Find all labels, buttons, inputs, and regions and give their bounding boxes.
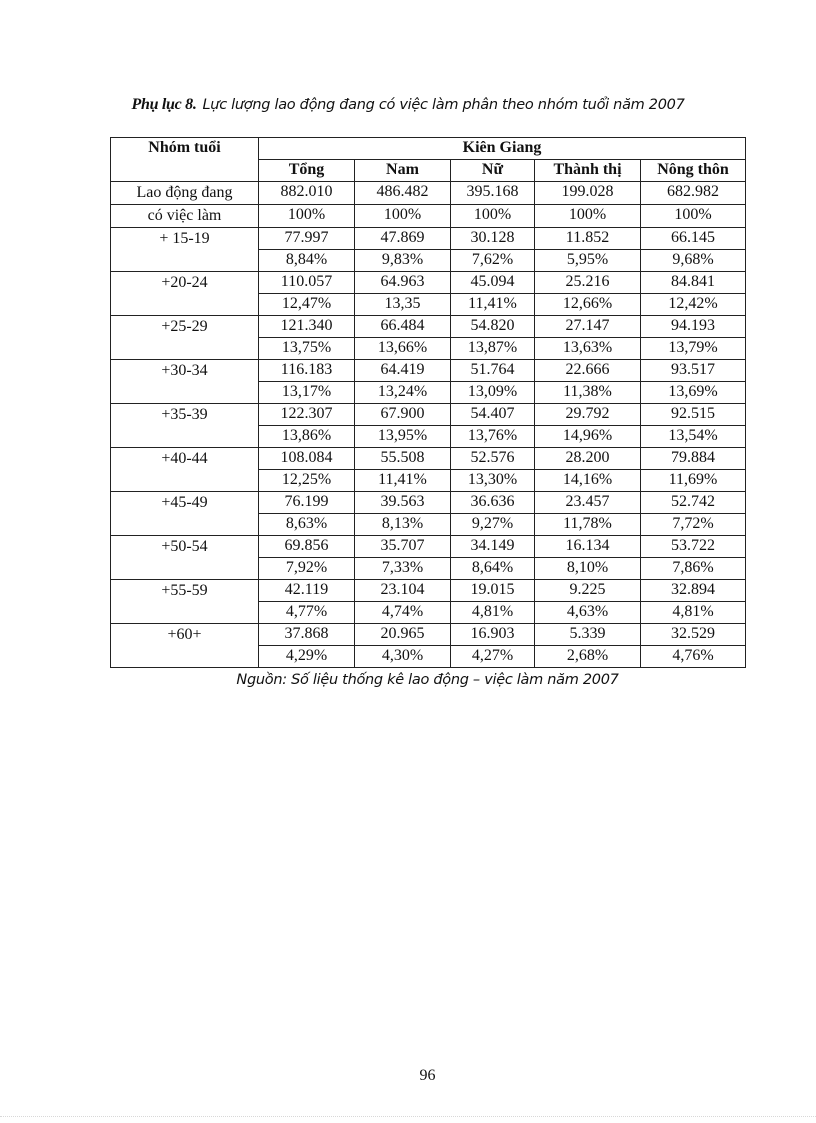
- header-col-male: Nam: [355, 160, 451, 182]
- percent-cell: 13,66%: [355, 338, 451, 360]
- table-row: [111, 448, 746, 470]
- percent-cell: 13,86%: [259, 426, 355, 448]
- count-cell: 67.900: [355, 404, 451, 426]
- percent-cell: 7,72%: [641, 514, 746, 536]
- percent-cell: 11,41%: [355, 470, 451, 492]
- count-cell: 9.225: [535, 580, 641, 602]
- count-cell: 11.852: [535, 228, 641, 250]
- group-label: có việc làm: [111, 205, 259, 228]
- percent-cell: 100%: [355, 205, 451, 228]
- percent-cell: 7,92%: [259, 558, 355, 580]
- percent-cell: 4,27%: [451, 646, 535, 668]
- header-col-rural: Nông thôn: [641, 160, 746, 182]
- count-cell: 486.482: [355, 182, 451, 205]
- count-cell: 882.010: [259, 182, 355, 205]
- percent-cell: 13,30%: [451, 470, 535, 492]
- count-cell: 28.200: [535, 448, 641, 470]
- count-cell: 45.094: [451, 272, 535, 294]
- count-cell: 16.903: [451, 624, 535, 646]
- count-cell: 32.894: [641, 580, 746, 602]
- count-cell: 93.517: [641, 360, 746, 382]
- header-group-col: Nhóm tuổi: [111, 138, 259, 182]
- percent-cell: 13,24%: [355, 382, 451, 404]
- percent-cell: 7,33%: [355, 558, 451, 580]
- count-cell: 52.742: [641, 492, 746, 514]
- count-cell: 110.057: [259, 272, 355, 294]
- group-label: +30-34: [111, 360, 259, 404]
- percent-cell: 100%: [259, 205, 355, 228]
- count-cell: 27.147: [535, 316, 641, 338]
- percent-cell: 4,81%: [641, 602, 746, 624]
- percent-cell: 4,77%: [259, 602, 355, 624]
- count-cell: 42.119: [259, 580, 355, 602]
- percent-cell: 8,13%: [355, 514, 451, 536]
- percent-cell: 8,63%: [259, 514, 355, 536]
- count-cell: 25.216: [535, 272, 641, 294]
- count-cell: 54.820: [451, 316, 535, 338]
- count-cell: 36.636: [451, 492, 535, 514]
- percent-cell: 11,41%: [451, 294, 535, 316]
- percent-cell: 4,63%: [535, 602, 641, 624]
- percent-cell: 4,74%: [355, 602, 451, 624]
- percent-cell: 7,62%: [451, 250, 535, 272]
- table-body: [111, 182, 746, 668]
- group-label: +60+: [111, 624, 259, 668]
- percent-cell: 100%: [641, 205, 746, 228]
- count-cell: 47.869: [355, 228, 451, 250]
- percent-cell: 13,69%: [641, 382, 746, 404]
- header-col-urban: Thành thị: [535, 160, 641, 182]
- page-number: 96: [419, 1067, 436, 1084]
- table-header: [111, 138, 746, 182]
- count-cell: 34.149: [451, 536, 535, 558]
- group-label: +35-39: [111, 404, 259, 448]
- percent-cell: 14,96%: [535, 426, 641, 448]
- percent-cell: 8,10%: [535, 558, 641, 580]
- group-label: +55-59: [111, 580, 259, 624]
- count-cell: 64.419: [355, 360, 451, 382]
- count-cell: 77.997: [259, 228, 355, 250]
- table-row: [111, 492, 746, 514]
- count-cell: 69.856: [259, 536, 355, 558]
- percent-cell: 13,76%: [451, 426, 535, 448]
- percent-cell: 9,83%: [355, 250, 451, 272]
- group-label: +20-24: [111, 272, 259, 316]
- header-region: Kiên Giang: [259, 138, 746, 160]
- count-cell: 16.134: [535, 536, 641, 558]
- group-label: +50-54: [111, 536, 259, 580]
- percent-cell: 9,68%: [641, 250, 746, 272]
- table-row: [111, 316, 746, 338]
- percent-cell: 13,17%: [259, 382, 355, 404]
- count-cell: 20.965: [355, 624, 451, 646]
- percent-cell: 13,95%: [355, 426, 451, 448]
- count-cell: 5.339: [535, 624, 641, 646]
- percent-cell: 7,86%: [641, 558, 746, 580]
- percent-cell: 13,75%: [259, 338, 355, 360]
- header-col-total: Tổng: [259, 160, 355, 182]
- count-cell: 30.128: [451, 228, 535, 250]
- percent-cell: 11,78%: [535, 514, 641, 536]
- percent-cell: 11,38%: [535, 382, 641, 404]
- percent-cell: 13,87%: [451, 338, 535, 360]
- percent-cell: 12,47%: [259, 294, 355, 316]
- count-cell: 54.407: [451, 404, 535, 426]
- count-cell: 84.841: [641, 272, 746, 294]
- count-cell: 108.084: [259, 448, 355, 470]
- count-cell: 22.666: [535, 360, 641, 382]
- count-cell: 199.028: [535, 182, 641, 205]
- table-row: [111, 624, 746, 646]
- source-note: Nguồn: Số liệu thống kê lao động – việc làm năm 2007: [236, 672, 619, 688]
- count-cell: 94.193: [641, 316, 746, 338]
- count-cell: 32.529: [641, 624, 746, 646]
- percent-cell: 4,76%: [641, 646, 746, 668]
- table-row: [111, 360, 746, 382]
- percent-cell: 8,84%: [259, 250, 355, 272]
- count-cell: 682.982: [641, 182, 746, 205]
- table-row: [111, 228, 746, 250]
- count-cell: 116.183: [259, 360, 355, 382]
- count-cell: 79.884: [641, 448, 746, 470]
- count-cell: 37.868: [259, 624, 355, 646]
- percent-cell: 11,69%: [641, 470, 746, 492]
- group-label: + 15-19: [111, 228, 259, 272]
- group-label: +40-44: [111, 448, 259, 492]
- percent-cell: 4,30%: [355, 646, 451, 668]
- percent-cell: 13,63%: [535, 338, 641, 360]
- percent-cell: 13,79%: [641, 338, 746, 360]
- table-row: [111, 536, 746, 558]
- group-label: +25-29: [111, 316, 259, 360]
- percent-cell: 100%: [451, 205, 535, 228]
- percent-cell: 13,09%: [451, 382, 535, 404]
- caption-text: Lực lượng lao động đang có việc làm phân theo nhóm tuổi năm 2007: [202, 97, 685, 113]
- count-cell: 122.307: [259, 404, 355, 426]
- count-cell: 121.340: [259, 316, 355, 338]
- table-row: [111, 272, 746, 294]
- count-cell: 29.792: [535, 404, 641, 426]
- percent-cell: 5,95%: [535, 250, 641, 272]
- count-cell: 19.015: [451, 580, 535, 602]
- labor-force-table: [110, 137, 746, 668]
- table-row: [111, 205, 746, 228]
- percent-cell: 13,54%: [641, 426, 746, 448]
- caption-label: Phụ lục 8.: [131, 96, 197, 113]
- percent-cell: 4,81%: [451, 602, 535, 624]
- page-edge-divider: [0, 1116, 816, 1117]
- count-cell: 92.515: [641, 404, 746, 426]
- count-cell: 76.199: [259, 492, 355, 514]
- count-cell: 23.457: [535, 492, 641, 514]
- group-label: +45-49: [111, 492, 259, 536]
- percent-cell: 12,42%: [641, 294, 746, 316]
- percent-cell: 4,29%: [259, 646, 355, 668]
- count-cell: 66.145: [641, 228, 746, 250]
- table-row: [111, 182, 746, 205]
- count-cell: 39.563: [355, 492, 451, 514]
- count-cell: 53.722: [641, 536, 746, 558]
- percent-cell: 12,66%: [535, 294, 641, 316]
- percent-cell: 14,16%: [535, 470, 641, 492]
- count-cell: 35.707: [355, 536, 451, 558]
- count-cell: 55.508: [355, 448, 451, 470]
- count-cell: 66.484: [355, 316, 451, 338]
- table-row: [111, 404, 746, 426]
- count-cell: 51.764: [451, 360, 535, 382]
- percent-cell: 12,25%: [259, 470, 355, 492]
- count-cell: 64.963: [355, 272, 451, 294]
- percent-cell: 9,27%: [451, 514, 535, 536]
- group-label: Lao động đang: [111, 182, 259, 205]
- count-cell: 52.576: [451, 448, 535, 470]
- header-col-female: Nữ: [451, 160, 535, 182]
- table-caption: [0, 96, 816, 114]
- percent-cell: 13,35: [355, 294, 451, 316]
- count-cell: 23.104: [355, 580, 451, 602]
- table-row: [111, 580, 746, 602]
- percent-cell: 8,64%: [451, 558, 535, 580]
- percent-cell: 100%: [535, 205, 641, 228]
- count-cell: 395.168: [451, 182, 535, 205]
- percent-cell: 2,68%: [535, 646, 641, 668]
